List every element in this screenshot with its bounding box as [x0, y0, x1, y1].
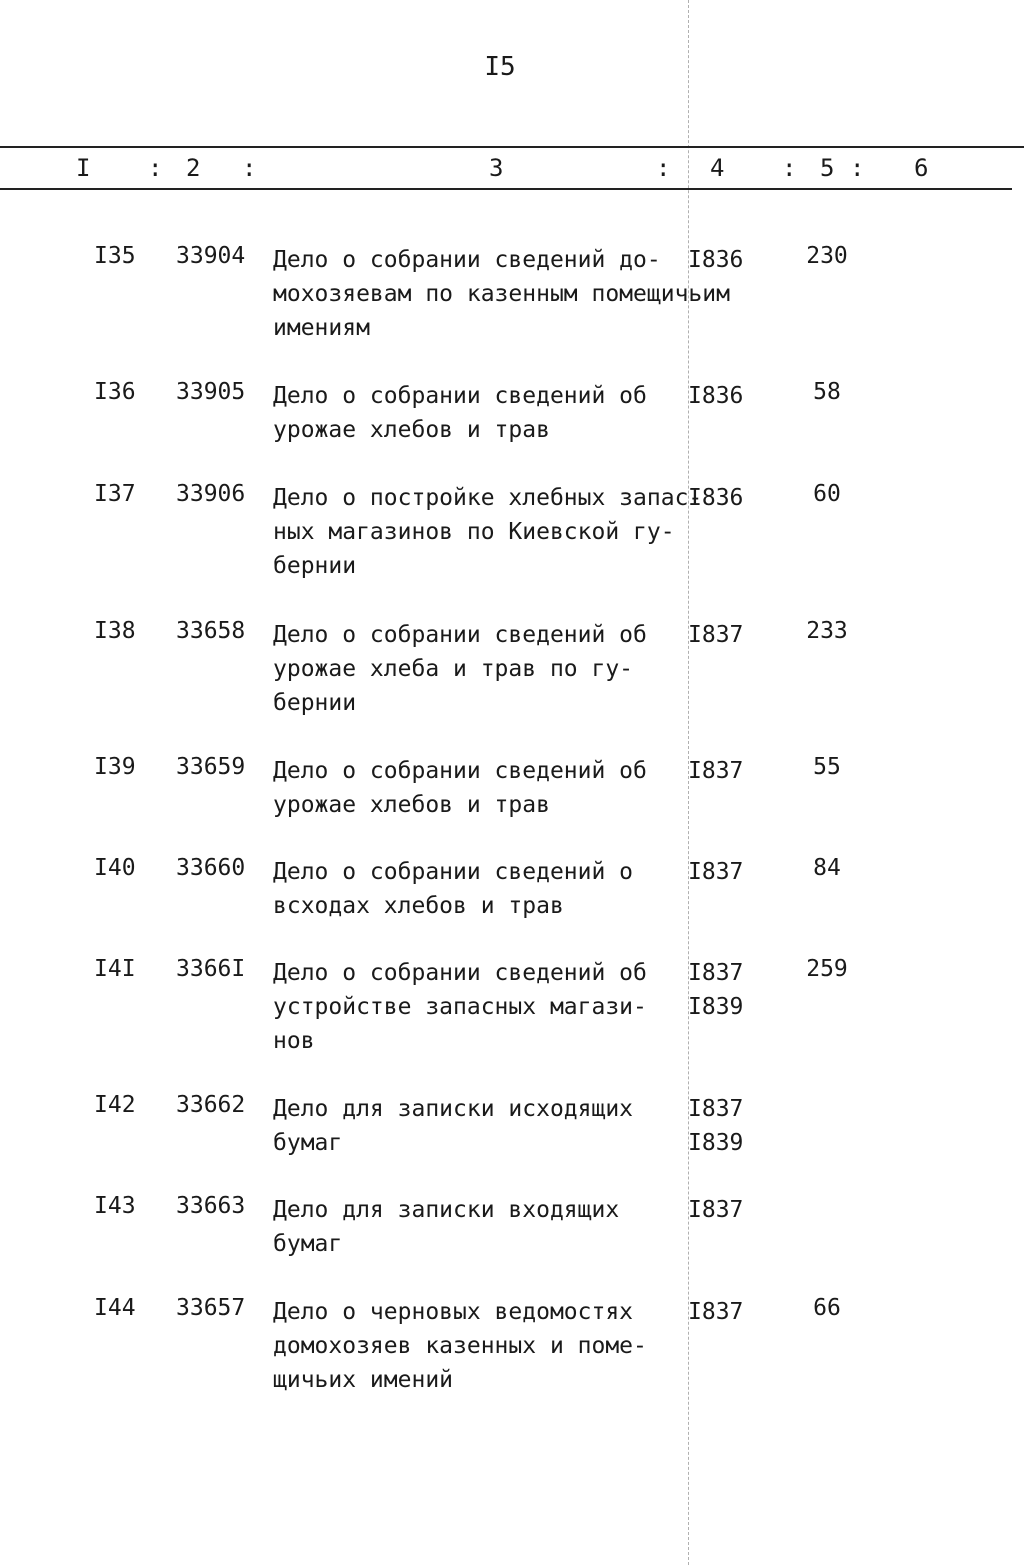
inventory-number: 3366I — [176, 956, 246, 982]
page-count: 84 — [813, 855, 841, 881]
header-col-1: I — [76, 154, 91, 182]
year: I836 — [688, 247, 744, 273]
year: I836 — [688, 485, 744, 511]
year: I839 — [688, 1130, 744, 1156]
row-number: I43 — [94, 1193, 136, 1219]
inventory-number: 33660 — [176, 855, 246, 881]
case-title — [273, 1092, 693, 1160]
inventory-number: 33663 — [176, 1193, 246, 1219]
page-number: I5 — [484, 52, 516, 82]
inventory-number: 33659 — [176, 754, 246, 780]
case-title-line: бернии — [273, 553, 357, 579]
header-rule-bottom — [0, 188, 1012, 190]
page-count: 259 — [806, 956, 848, 982]
case-title-line: урожае хлебов и трав — [273, 792, 550, 818]
header-sep: : — [242, 154, 257, 182]
inventory-number: 33905 — [176, 379, 246, 405]
case-title-line: бумаг — [273, 1231, 343, 1257]
case-title-line: Дело о собрании сведений об — [273, 383, 647, 409]
case-title-line: домохозяев казенных и поме- — [273, 1333, 647, 1359]
header-col-4: 4 — [710, 154, 725, 182]
case-title-line: устройстве запасных магази- — [273, 994, 647, 1020]
year: I837 — [688, 859, 744, 885]
year: I836 — [688, 383, 744, 409]
case-title-line: Дело для записки входящих — [273, 1197, 620, 1223]
case-years — [688, 618, 743, 652]
header-col-6: 6 — [914, 154, 929, 182]
case-title-line: Дело о собрании сведений о — [273, 859, 634, 885]
row-number: I35 — [94, 243, 136, 269]
year: I837 — [688, 960, 744, 986]
case-title-line: Дело о черновых ведомостях — [273, 1299, 634, 1325]
inventory-number: 33658 — [176, 618, 246, 644]
year: I837 — [688, 1197, 744, 1223]
case-title-line: мохозяевам по казенным помещичьим — [273, 281, 730, 307]
case-title-line: Дело о собрании сведений об — [273, 622, 647, 648]
header-sep: : — [148, 154, 163, 182]
case-years — [688, 243, 743, 277]
case-title-line: имениям — [273, 315, 370, 341]
case-title — [273, 379, 693, 447]
row-number: I40 — [94, 855, 136, 881]
case-title-line: ных магазинов по Киевской гу- — [273, 519, 675, 545]
page-count: 58 — [813, 379, 841, 405]
header-rule-top — [0, 146, 1024, 148]
case-years — [688, 956, 743, 1024]
case-title-line: всходах хлебов и трав — [273, 893, 564, 919]
case-title — [273, 1193, 693, 1261]
row-number: I42 — [94, 1092, 136, 1118]
case-years — [688, 1295, 743, 1329]
case-title — [273, 956, 693, 1058]
page-count: 60 — [813, 481, 841, 507]
row-number: I37 — [94, 481, 136, 507]
case-years — [688, 754, 743, 788]
case-title — [273, 618, 693, 720]
page-count: 230 — [806, 243, 848, 269]
header-col-5: 5 — [820, 154, 835, 182]
year: I839 — [688, 994, 744, 1020]
inventory-number: 33662 — [176, 1092, 246, 1118]
case-title — [273, 855, 693, 923]
header-col-3: 3 — [489, 154, 504, 182]
case-years — [688, 855, 743, 889]
case-title — [273, 1295, 693, 1397]
case-title-line: Дело о собрании сведений до- — [273, 247, 661, 273]
inventory-number: 33904 — [176, 243, 246, 269]
case-years — [688, 379, 743, 413]
case-title-line: бумаг — [273, 1130, 343, 1156]
inventory-number: 33906 — [176, 481, 246, 507]
case-title — [273, 754, 693, 822]
page-count: 55 — [813, 754, 841, 780]
case-title-line: бернии — [273, 690, 357, 716]
row-number: I44 — [94, 1295, 136, 1321]
case-title-line: нов — [273, 1028, 315, 1054]
case-title-line: Дело о собрании сведений об — [273, 758, 647, 784]
case-years — [688, 1092, 743, 1160]
year: I837 — [688, 622, 744, 648]
year: I837 — [688, 758, 744, 784]
case-title-line: Дело о постройке хлебных запас- — [273, 485, 703, 511]
case-title-line: щичьих имений — [273, 1367, 454, 1393]
table-header — [0, 150, 1024, 186]
case-years — [688, 1193, 743, 1227]
page-count: 66 — [813, 1295, 841, 1321]
year: I837 — [688, 1096, 744, 1122]
header-sep: : — [782, 154, 797, 182]
row-number: I4I — [94, 956, 136, 982]
row-number: I38 — [94, 618, 136, 644]
header-sep: : — [850, 154, 865, 182]
case-years — [688, 481, 743, 515]
page-count: 233 — [806, 618, 848, 644]
header-sep: : — [656, 154, 671, 182]
case-title — [273, 481, 703, 583]
header-col-2: 2 — [186, 154, 201, 182]
row-number: I39 — [94, 754, 136, 780]
case-title-line: урожае хлебов и трав — [273, 417, 550, 443]
year: I837 — [688, 1299, 744, 1325]
case-title-line: Дело о собрании сведений об — [273, 960, 647, 986]
inventory-number: 33657 — [176, 1295, 246, 1321]
row-number: I36 — [94, 379, 136, 405]
case-title-line: Дело для записки исходящих — [273, 1096, 634, 1122]
case-title-line: урожае хлеба и трав по гу- — [273, 656, 634, 682]
